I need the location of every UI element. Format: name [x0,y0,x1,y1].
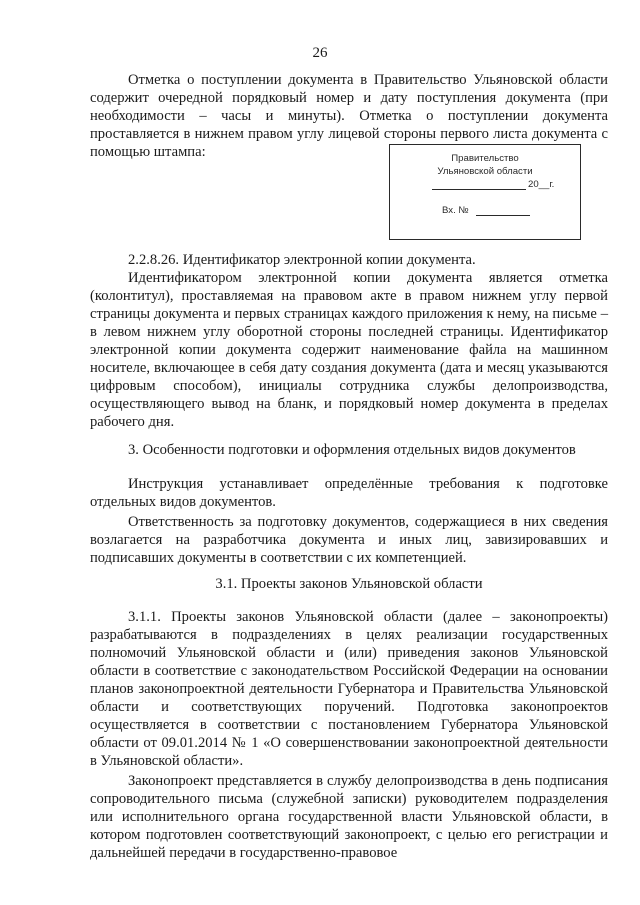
section-2-2-8-26-body: Идентификатором электронной копии документа является отметка (колонтитул), проставляемая на правовом акте в правом нижнем углу первой страницы документа и первых страницах каждого приложения к нему, на письме – в левом нижнем углу оборотной стороны последней страницы. Идентификатор электронной копии документа содержит наименование файла на машинном носителе, включающее в себя дату создания документа (дата и месяц указываются цифровым способом), инициалы сотрудника службы делопроизводства, осуществляющего вывод на бланк, и порядковый номер документа в пределах рабочего дня. [90,270,608,430]
section-3-body [90,475,608,567]
stamp-year: 20__г. [528,179,555,190]
stamp-date-blank [432,189,526,190]
section-3-paragraph-2: Ответственность за подготовку документов, содержащиеся в них сведения возлагается на разработчика документа и иных лиц, завизировавших и подписавших документы в соответствии с их компетенцией. [90,514,608,566]
section-3-1-heading-block [90,575,608,593]
stamp-number-blank [476,215,530,216]
section-3-1-paragraph-1: 3.1.1. Проекты законов Ульяновской области (далее – законопроекты) разрабатываются в подразделениях в целях реализации государственных полномочий Ульяновской области и (или) приведения законов Ульяновской области в соответствие с законодательством Российской Федерации на основании планов законопроектной деятельности Губернатора и Правительства Ульяновской области и соответствующих поручений. Подготовка законопроектов осуществляется в соответствии с постановлением Губернатора Ульяновской области от 09.01.2014 № 1 «О совершенствовании законопроектной деятельности в Ульяновской области». [90,609,608,769]
stamp-organization-line: Правительство [451,153,519,164]
stamp-date-field [432,179,572,191]
stamp-region-line: Ульяновской области [437,166,533,177]
section-3-heading-block [90,441,608,459]
section-3-1-heading: 3.1. Проекты законов Ульяновской области [215,576,483,592]
section-3-1-body [90,608,608,862]
section-3-paragraph-1: Инструкция устанавливает определённые требования к подготовке отдельных видов документов. [90,476,608,510]
stamp-number-field [442,205,572,217]
intro-paragraph: Отметка о поступлении документа в Правительство Ульяновской области содержит очередной порядковый номер и дату поступления документа (при необходимости – часы и минуты). Отметка о поступлении документа проставляется в нижнем правом углу лицевой стороны первого листа документа с помощью штампа: [90,72,608,160]
stamp-number-label: Вх. № [442,205,469,216]
section-2-2-8-26 [90,251,608,431]
section-3-heading: 3. Особенности подготовки и оформления отдельных видов документов [128,442,576,458]
page-number: 26 [312,45,328,61]
registration-stamp [389,144,581,240]
section-2-2-8-26-heading: 2.2.8.26. Идентификатор электронной копии документа. [128,252,476,268]
section-3-1-paragraph-2: Законопроект представляется в службу делопроизводства в день подписания сопроводительного письма (служебной записки) руководителем подразделения или исполнительного органа государственной власти Ульяновской области, в котором подготовлен соответствующий законопроект, с целью его регистрации и дальнейшей передачи в государственно-правовое [90,773,608,861]
